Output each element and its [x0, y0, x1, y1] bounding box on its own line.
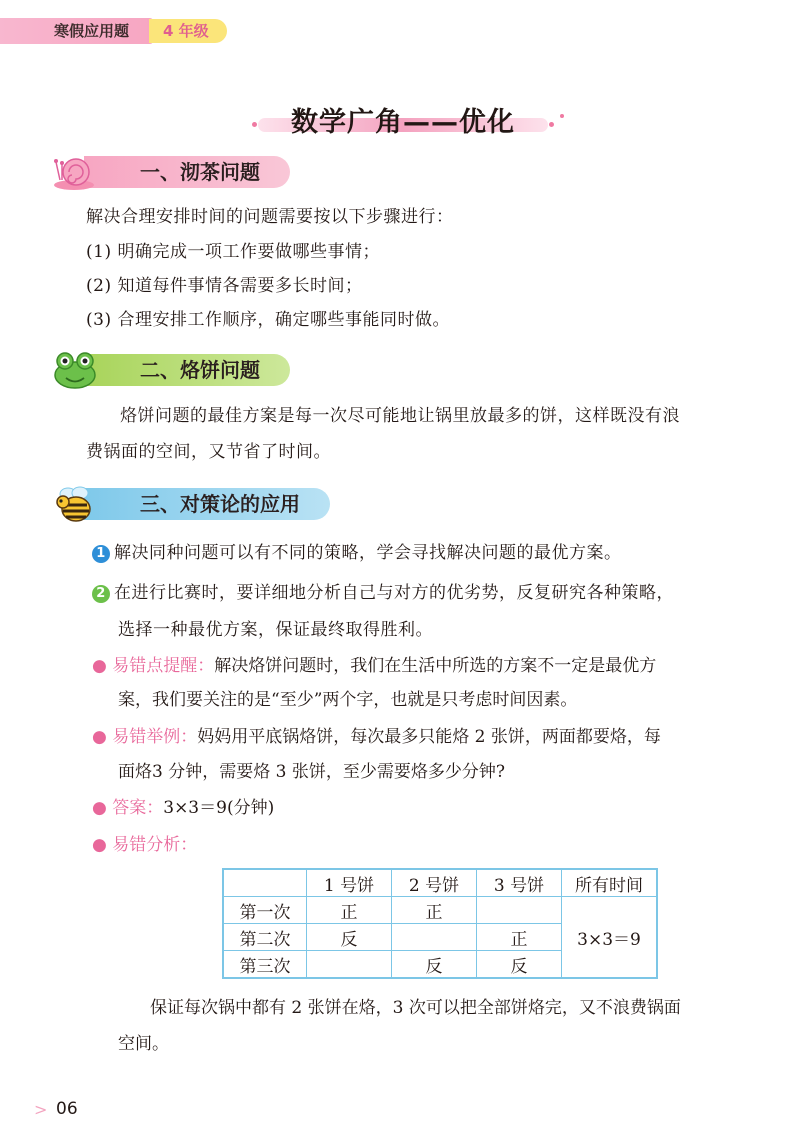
table-header-row — [223, 869, 657, 897]
total-cell: 3×3＝9 — [562, 897, 658, 979]
table-header: 1 号饼 — [307, 869, 392, 897]
table-cell: 反 — [307, 924, 392, 951]
table-cell: 正 — [307, 897, 392, 924]
section-header-tea — [52, 152, 290, 192]
header-tab — [0, 17, 240, 45]
table-cell: 反 — [477, 951, 562, 979]
table-cell: 正 — [392, 897, 477, 924]
tip-label: 易错举例： — [112, 727, 198, 747]
table-header: 所有时间 — [562, 869, 658, 897]
section-header-pancake — [52, 350, 290, 390]
strategy-point-2 — [92, 581, 674, 605]
tip-text: 案，我们要关注的是“至少”两个字，也就是只考虑时间因素。 — [118, 690, 578, 710]
tip-text: 面烙3 分钟，需要烙 3 张饼，至少需要烙多少分钟? — [118, 762, 505, 782]
snail-icon — [52, 152, 98, 192]
tip-label: 易错点提醒： — [112, 656, 215, 676]
table-cell: 正 — [477, 924, 562, 951]
tea-step: (1) 明确完成一项工作要做哪些事情； — [86, 242, 380, 262]
tip-label: 易错分析： — [112, 835, 198, 855]
book-title: 寒假应用题 — [0, 18, 153, 44]
grade-badge: 4 年级 — [149, 19, 227, 43]
number-badge: 1 — [92, 545, 110, 563]
pancake-table — [222, 868, 658, 979]
pancake-text: 烙饼问题的最佳方案是每一次尽可能地让锅里放最多的饼，这样既没有浪 — [120, 406, 680, 426]
pancake-text: 费锅面的空间，又节省了时间。 — [86, 442, 331, 462]
section-label: 二、烙饼问题 — [84, 354, 290, 386]
page-number: 06 — [56, 1099, 78, 1119]
table-cell: 反 — [392, 951, 477, 979]
tip-answer — [92, 796, 274, 820]
decor-dot — [560, 114, 564, 118]
table-header: 2 号饼 — [392, 869, 477, 897]
bullet-icon: ● — [92, 727, 107, 747]
row-label: 第三次 — [223, 951, 307, 979]
bullet-icon: ● — [92, 835, 107, 855]
chevron-right-icon: > — [34, 1100, 48, 1119]
strategy-text: 解决同种问题可以有不同的策略，学会寻找解决问题的最优方案。 — [114, 543, 622, 563]
tip-example — [92, 725, 661, 749]
table-row — [223, 897, 657, 924]
tip-label: 答案： — [112, 798, 164, 818]
table-header — [223, 869, 307, 897]
conclusion-text: 保证每次锅中都有 2 张饼在烙，3 次可以把全部饼烙完，又不浪费锅面 — [150, 998, 681, 1018]
number-badge: 2 — [92, 585, 110, 603]
tip-text: 妈妈用平底锅烙饼，每次最多只能烙 2 张饼，两面都要烙，每 — [197, 727, 661, 747]
bullet-icon: ● — [92, 656, 107, 676]
conclusion-text: 空间。 — [118, 1034, 169, 1054]
title-banner — [248, 100, 558, 136]
tip-text: 解决烙饼问题时，我们在生活中所选的方案不一定是最优方 — [214, 656, 657, 676]
tea-step: (3) 合理安排工作顺序，确定哪些事能同时做。 — [86, 310, 450, 330]
bullet-icon: ● — [92, 798, 107, 818]
frog-icon — [52, 350, 98, 390]
strategy-text: 在进行比赛时，要详细地分析自己与对方的优劣势，反复研究各种策略， — [114, 583, 674, 603]
tip-analysis — [92, 833, 197, 857]
section-header-strategy — [52, 484, 330, 524]
table-cell — [307, 951, 392, 979]
answer-text: 3×3＝9(分钟) — [163, 798, 275, 818]
strategy-point-1 — [92, 541, 622, 565]
bee-icon — [52, 484, 98, 524]
row-label: 第一次 — [223, 897, 307, 924]
table-cell — [392, 924, 477, 951]
row-label: 第二次 — [223, 924, 307, 951]
strategy-text: 选择一种最优方案，保证最终取得胜利。 — [118, 620, 433, 640]
table-header: 3 号饼 — [477, 869, 562, 897]
tip-reminder — [92, 654, 656, 678]
tea-intro: 解决合理安排时间的问题需要按以下步骤进行： — [86, 207, 454, 227]
section-label: 一、沏茶问题 — [84, 156, 290, 188]
section-label: 三、对策论的应用 — [84, 488, 330, 520]
page-title: 数学广角——优化 — [291, 107, 515, 138]
table-cell — [477, 897, 562, 924]
tea-step: (2) 知道每件事情各需要多长时间； — [86, 276, 363, 296]
